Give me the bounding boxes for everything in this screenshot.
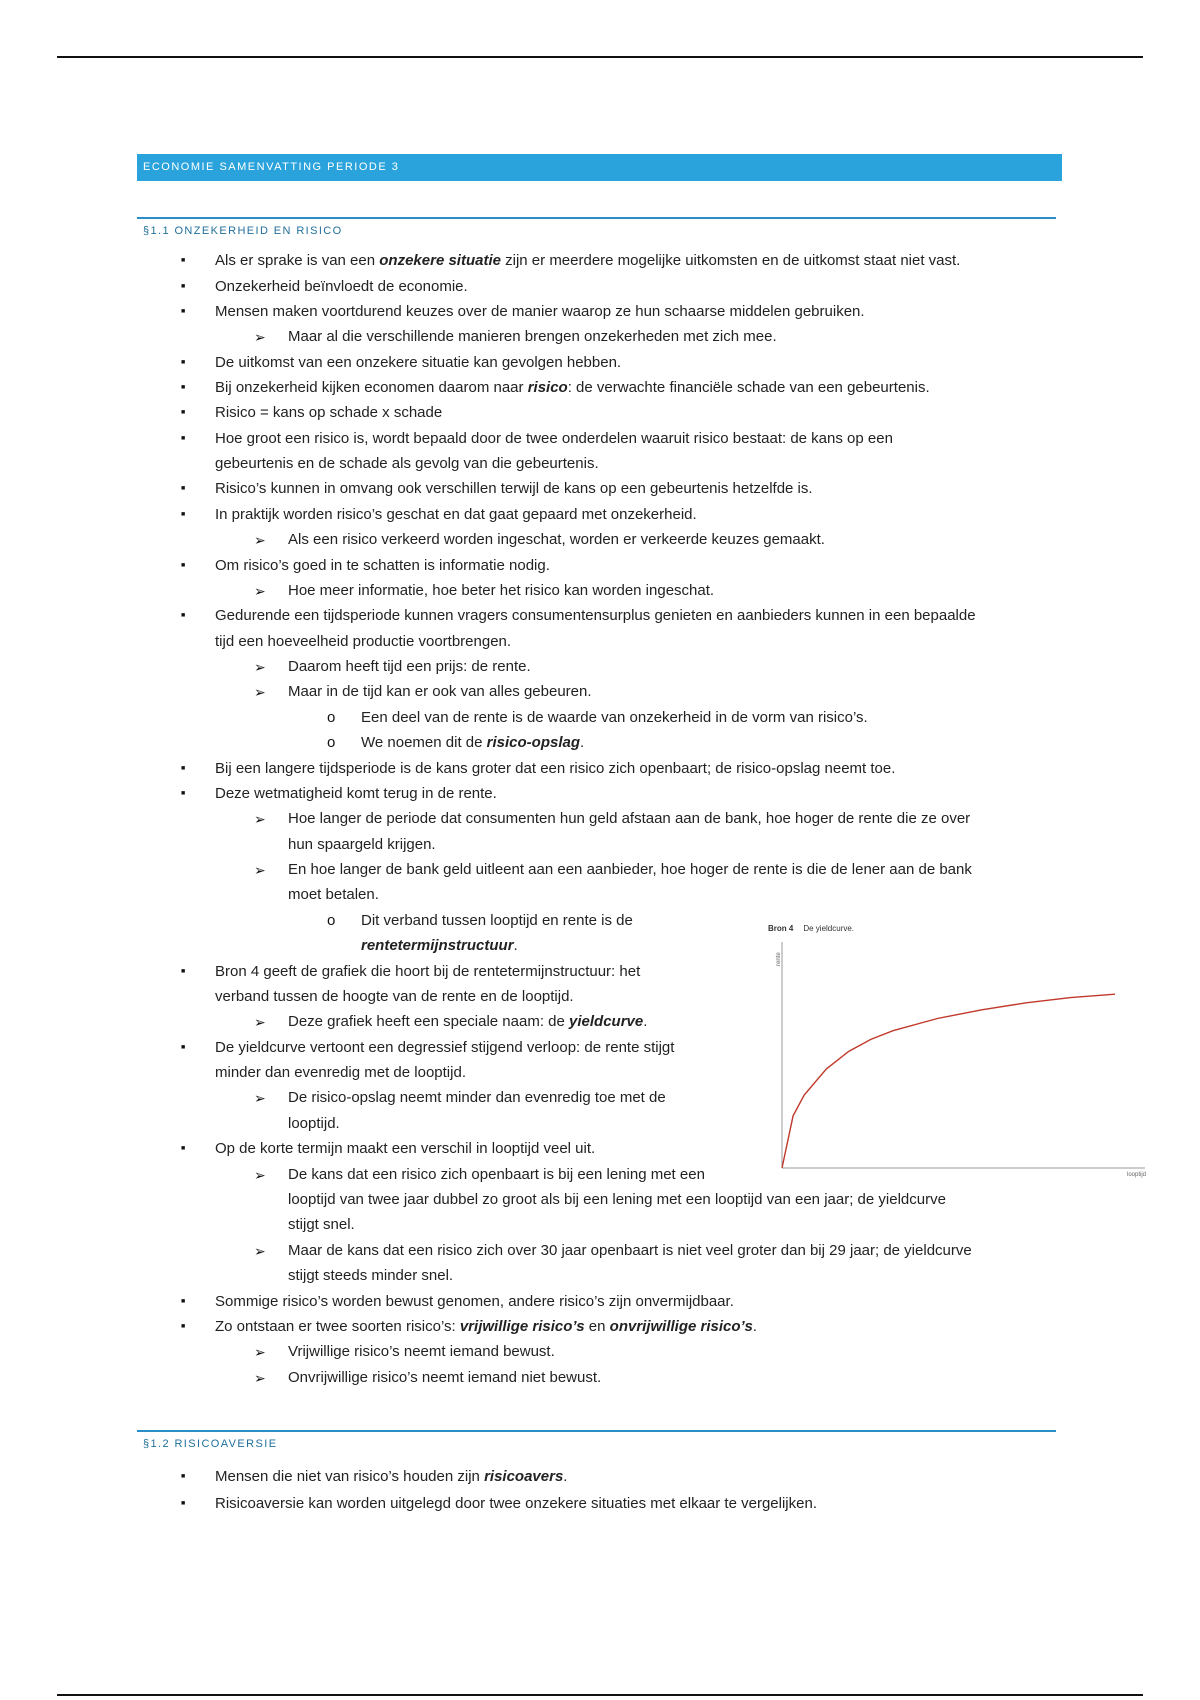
list-item: ➢ Als een risico verkeerd worden ingeschat, worden er verkeerde keuzes gemaakt.: [288, 530, 825, 550]
list-item: ■ Bij onzekerheid kijken economen daarom naar risico: de verwachte financiële schade van een gebeurtenis.: [215, 378, 930, 398]
section-heading-2: §1.2 RISICOAVERSIE: [137, 1430, 1056, 1450]
list-item: ➢ En hoe langer de bank geld uitleent aan een aanbieder, hoe hoger de rente is die de lener aan de bank: [288, 860, 972, 880]
list-item: ➢ Hoe langer de periode dat consumenten hun geld afstaan aan de bank, hoe hoger de rente die ze over: [288, 809, 970, 829]
list-item-continuation: gebeurtenis en de schade als gevolg van die gebeurtenis.: [215, 455, 599, 472]
list-item-continuation: rentetermijnstructuur.: [361, 937, 518, 954]
list-item-continuation: minder dan evenredig met de looptijd.: [215, 1064, 466, 1081]
list-item: ■ Hoe groot een risico is, wordt bepaald door de twee onderdelen waaruit risico bestaat: de kans op een: [215, 429, 893, 449]
list-item: ➢ Onvrijwillige risico’s neemt iemand niet bewust.: [288, 1368, 601, 1388]
list-item: ■ De uitkomst van een onzekere situatie kan gevolgen hebben.: [215, 353, 621, 373]
list-item: ➢ Vrijwillige risico’s neemt iemand bewust.: [288, 1342, 555, 1362]
list-item: ■ Risico = kans op schade x schade: [215, 403, 442, 423]
list-item: ➢ Daarom heeft tijd een prijs: de rente.: [288, 657, 531, 677]
list-item: ■ Bron 4 geeft de grafiek die hoort bij de rentetermijnstructuur: het: [215, 962, 640, 982]
list-item: o Een deel van de rente is de waarde van onzekerheid in de vorm van risico’s.: [361, 708, 868, 728]
list-item-continuation: looptijd van twee jaar dubbel zo groot als bij een lening met een looptijd van een jaar; de yieldcurve: [288, 1191, 946, 1208]
section-heading-1: §1.1 ONZEKERHEID EN RISICO: [137, 217, 1056, 237]
list-item: ➢ Deze grafiek heeft een speciale naam: de yieldcurve.: [288, 1012, 647, 1032]
list-item-continuation: verband tussen de hoogte van de rente en de looptijd.: [215, 988, 574, 1005]
list-item: ■ Onzekerheid beïnvloedt de economie.: [215, 277, 468, 297]
yieldcurve-figure: [760, 918, 1160, 1188]
list-item: o Dit verband tussen looptijd en rente is de: [361, 911, 633, 931]
yieldcurve-chart: [760, 918, 1160, 1188]
figure-title: De yieldcurve.: [803, 924, 855, 933]
list-item-continuation: tijd een hoeveelheid productie voortbrengen.: [215, 633, 512, 650]
list-item-continuation: hun spaargeld krijgen.: [288, 836, 436, 853]
list-item: ■ Mensen die niet van risico’s houden zijn risicoavers.: [215, 1467, 567, 1487]
figure-y-label: rente: [776, 952, 782, 966]
list-item: ■ De yieldcurve vertoont een degressief stijgend verloop: de rente stijgt: [215, 1038, 674, 1058]
list-item: ➢ De risico-opslag neemt minder dan evenredig toe met de: [288, 1088, 666, 1108]
list-item: ■ Bij een langere tijdsperiode is de kans groter dat een risico zich openbaart; de risico-opslag neemt toe.: [215, 759, 895, 779]
list-item-continuation: looptijd.: [288, 1115, 340, 1132]
list-item: ■ Deze wetmatigheid komt terug in de rente.: [215, 784, 497, 804]
list-item-continuation: stijgt snel.: [288, 1216, 355, 1233]
list-item: ■ Zo ontstaan er twee soorten risico’s: vrijwillige risico’s en onvrijwillige risico’s.: [215, 1317, 757, 1337]
list-item: ■ Als er sprake is van een onzekere situatie zijn er meerdere mogelijke uitkomsten en de uitkomst staat niet vast.: [215, 251, 960, 271]
list-item: ➢ De kans dat een risico zich openbaart is bij een lening met een: [288, 1165, 705, 1185]
list-item: ■ Mensen maken voortdurend keuzes over de manier waarop ze hun schaarse middelen gebruiken.: [215, 302, 865, 322]
list-item: ■ In praktijk worden risico’s geschat en dat gaat gepaard met onzekerheid.: [215, 505, 697, 525]
list-item: ■ Risicoaversie kan worden uitgelegd door twee onzekere situaties met elkaar te vergelijken.: [215, 1494, 817, 1514]
bottom-rule: [57, 1694, 1143, 1696]
list-item-continuation: moet betalen.: [288, 886, 379, 903]
list-item: ■ Op de korte termijn maakt een verschil in looptijd veel uit.: [215, 1139, 595, 1159]
list-item: o We noemen dit de risico-opslag.: [361, 733, 584, 753]
list-item: ➢ Maar al die verschillende manieren brengen onzekerheden met zich mee.: [288, 327, 777, 347]
list-item: ➢ Hoe meer informatie, hoe beter het risico kan worden ingeschat.: [288, 581, 714, 601]
figure-x-label: looptijd: [1126, 1172, 1146, 1178]
list-item-continuation: stijgt steeds minder snel.: [288, 1267, 454, 1284]
list-item: ➢ Maar de kans dat een risico zich over 30 jaar openbaart is niet veel groter dan bij 29 jaar; de yieldcurve: [288, 1241, 972, 1261]
list-item: ■ Gedurende een tijdsperiode kunnen vragers consumentensurplus genieten en aanbieders kunnen in een bepaalde: [215, 606, 976, 626]
list-item: ■ Om risico’s goed in te schatten is informatie nodig.: [215, 556, 550, 576]
top-rule: [57, 56, 1143, 58]
list-item: ➢ Maar in de tijd kan er ook van alles gebeuren.: [288, 682, 592, 702]
yieldcurve-line: [782, 994, 1115, 1168]
document-title: ECONOMIE SAMENVATTING PERIODE 3: [137, 154, 1062, 181]
list-item: ■ Sommige risico’s worden bewust genomen, andere risico’s zijn onvermijdbaar.: [215, 1292, 734, 1312]
figure-label: Bron 4: [768, 924, 794, 933]
list-item: ■ Risico’s kunnen in omvang ook verschillen terwijl de kans op een gebeurtenis hetzelfde is.: [215, 479, 813, 499]
